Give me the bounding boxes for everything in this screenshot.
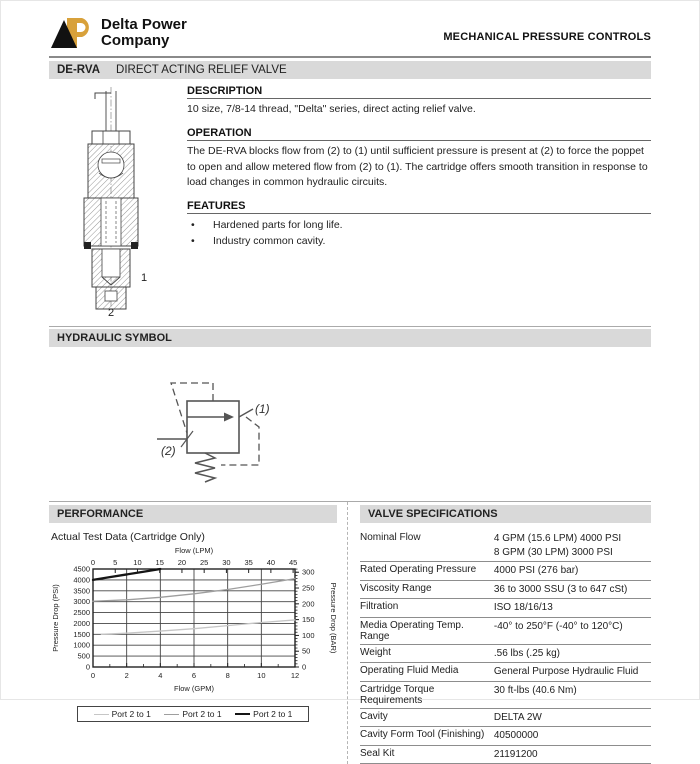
spec-label: Weight (360, 647, 494, 661)
spec-row (360, 682, 651, 709)
product-model: DE-RVA (57, 64, 100, 76)
tick-label: 0 (302, 663, 306, 672)
tick-label: 40 (267, 558, 275, 567)
valve-specifications-table (360, 530, 651, 764)
features-section (187, 200, 651, 250)
tick-label: 0 (86, 663, 90, 672)
datasheet-page (1, 1, 699, 764)
spec-value: 36 to 3000 SSU (3 to 647 cSt) (494, 583, 651, 597)
tick-label: 0 (91, 558, 95, 567)
tick-label: 0 (91, 671, 95, 680)
brand-name-line1: Delta Power (101, 17, 187, 33)
tick-label: 25 (200, 558, 208, 567)
hydraulic-symbol-bar: HYDRAULIC SYMBOL (49, 329, 651, 347)
feature-item (187, 233, 651, 249)
tick-label: 45 (289, 558, 297, 567)
tick-label: 250 (302, 584, 315, 593)
tick-label: 10 (133, 558, 141, 567)
legend-label: Port 2 to 1 (182, 709, 221, 719)
spec-label: Seal Kit (360, 748, 494, 762)
bottom-section (49, 501, 651, 764)
tick-label: 5 (113, 558, 117, 567)
tick-label: 35 (244, 558, 252, 567)
legend-item (94, 709, 151, 719)
legend-line-sample (94, 714, 109, 715)
brand-block (49, 14, 187, 52)
spec-value: .56 lbs (.25 kg) (494, 647, 651, 661)
bullet-icon: • (187, 217, 213, 233)
tick-label: 4000 (73, 575, 90, 584)
tick-label: 30 (222, 558, 230, 567)
tick-label: 8 (226, 671, 230, 680)
operation-section (187, 127, 651, 191)
spec-label: Cartridge Torque Requirements (360, 684, 494, 706)
drawing-port1-label: 1 (141, 272, 147, 284)
features-heading: FEATURES (187, 200, 651, 214)
spec-row (360, 663, 651, 682)
legend-item (164, 709, 221, 719)
left-axis-title: Pressure Drop (PSI) (51, 584, 60, 652)
legend-label: Port 2 to 1 (112, 709, 151, 719)
performance-subtitle: Actual Test Data (Cartridge Only) (51, 531, 337, 543)
tick-label: 2 (125, 671, 129, 680)
spec-row (360, 581, 651, 600)
tick-label: 2500 (73, 608, 90, 617)
tick-label: 20 (178, 558, 186, 567)
product-title: DIRECT ACTING RELIEF VALVE (116, 64, 287, 76)
spec-row (360, 746, 651, 764)
header-rule (49, 56, 651, 58)
spec-label: Operating Fluid Media (360, 665, 494, 679)
spec-row (360, 645, 651, 664)
description-heading: DESCRIPTION (187, 85, 651, 99)
performance-column (49, 502, 347, 764)
tick-label: 10 (257, 671, 265, 680)
tick-label: 15 (156, 558, 164, 567)
tick-label: 200 (302, 599, 315, 608)
legend-label: Port 2 to 1 (253, 709, 292, 719)
tick-label: 500 (77, 652, 90, 661)
legend-line-sample (164, 714, 179, 715)
valve-specifications-bar: VALVE SPECIFICATIONS (360, 505, 651, 523)
description-section (187, 85, 651, 118)
spec-label: Media Operating Temp. Range (360, 620, 494, 642)
spec-row (360, 618, 651, 645)
hydraulic-symbol-wrap (137, 369, 651, 487)
spec-label: Cavity Form Tool (Finishing) (360, 729, 494, 743)
tick-label: 50 (302, 647, 310, 656)
spec-value: 21191200 (494, 748, 651, 762)
brand-name-line2: Company (101, 33, 187, 49)
header-category-title: MECHANICAL PRESSURE CONTROLS (443, 31, 651, 43)
top-axis-title: Flow (LPM) (175, 546, 214, 555)
operation-heading: OPERATION (187, 127, 651, 141)
tick-label: 12 (291, 671, 299, 680)
legend-item (235, 709, 292, 719)
performance-bar: PERFORMANCE (49, 505, 337, 523)
spec-label: Nominal Flow (360, 532, 494, 559)
right-axis-title: Pressure Drop (BAR) (329, 583, 338, 654)
performance-chart (49, 545, 341, 699)
feature-text: Hardened parts for long life. (213, 217, 343, 233)
description-body: 10 size, 7/8-14 thread, "Delta" series, direct acting relief valve. (187, 102, 651, 118)
tick-label: 300 (302, 568, 315, 577)
specifications-column (347, 502, 651, 764)
spec-row (360, 727, 651, 746)
tick-label: 150 (302, 615, 315, 624)
spec-row (360, 709, 651, 728)
feature-text: Industry common cavity. (213, 233, 325, 249)
spec-value: 4 GPM (15.6 LPM) 4000 PSI 8 GPM (30 LPM) 3000 PSI (494, 532, 651, 559)
spec-row (360, 530, 651, 562)
product-title-bar (49, 61, 651, 79)
spec-value: General Purpose Hydraulic Fluid (494, 665, 651, 679)
spec-value: DELTA 2W (494, 711, 651, 725)
tick-label: 2000 (73, 619, 90, 628)
spec-row (360, 562, 651, 581)
symbol-port1-label: (1) (255, 402, 270, 416)
series-line (101, 620, 295, 634)
spec-row (360, 599, 651, 618)
drawing-port2-label: 2 (108, 307, 114, 319)
spec-value: 40500000 (494, 729, 651, 743)
operation-body: The DE-RVA blocks flow from (2) to (1) until sufficient pressure is present at (2) to force the poppet to open and allow metered flow from (2) to (1). The cartridge offers smooth transition in response to load changes in common hydraulic circuits. (187, 144, 651, 191)
tick-label: 1000 (73, 641, 90, 650)
hydraulic-section-rule (49, 326, 651, 327)
hydraulic-symbol-diagram (137, 369, 297, 487)
symbol-port2-label: (2) (161, 444, 176, 458)
spec-value: 30 ft-lbs (40.6 Nm) (494, 684, 651, 706)
tick-label: 4 (158, 671, 162, 680)
tick-label: 1500 (73, 630, 90, 639)
brand-name (101, 17, 187, 49)
delta-power-logo-icon (49, 14, 95, 52)
bullet-icon: • (187, 233, 213, 249)
spec-value: 4000 PSI (276 bar) (494, 564, 651, 578)
bottom-axis-title: Flow (GPM) (174, 684, 215, 693)
spec-value: ISO 18/16/13 (494, 601, 651, 615)
legend-line-sample (235, 713, 250, 715)
overview-text-column (179, 85, 651, 322)
valve-cross-section-drawing (49, 85, 173, 317)
tick-label: 3500 (73, 586, 90, 595)
chart-legend (77, 706, 309, 722)
spec-label: Rated Operating Pressure (360, 564, 494, 578)
valve-drawing-column (49, 85, 179, 322)
feature-item (187, 217, 651, 233)
spec-label: Viscosity Range (360, 583, 494, 597)
spec-label: Cavity (360, 711, 494, 725)
tick-label: 6 (192, 671, 196, 680)
spec-label: Filtration (360, 601, 494, 615)
tick-label: 3000 (73, 597, 90, 606)
tick-label: 100 (302, 631, 315, 640)
tick-label: 4500 (73, 565, 90, 574)
page-header (49, 14, 651, 52)
spec-value: -40° to 250°F (-40° to 120°C) (494, 620, 651, 642)
overview-section (49, 85, 651, 322)
